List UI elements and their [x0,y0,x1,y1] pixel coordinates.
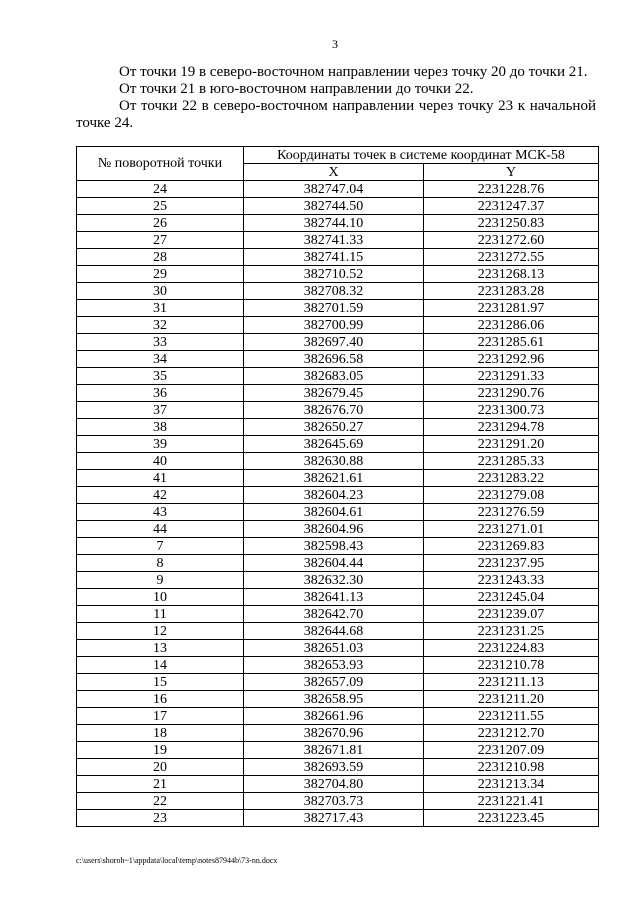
cell-point-number: 24 [77,181,244,198]
table-row [77,232,599,249]
cell-y: 2231285.33 [424,453,599,470]
cell-x: 382693.59 [244,759,424,776]
cell-x: 382710.52 [244,266,424,283]
table-row [77,283,599,300]
cell-y: 2231211.13 [424,674,599,691]
cell-point-number: 13 [77,640,244,657]
cell-x: 382670.96 [244,725,424,742]
cell-y: 2231286.06 [424,317,599,334]
cell-y: 2231210.98 [424,759,599,776]
header-coordinates: Координаты точек в системе координат МСК-58 [244,147,599,164]
table-row [77,351,599,368]
cell-y: 2231211.20 [424,691,599,708]
cell-y: 2231300.73 [424,402,599,419]
cell-x: 382700.99 [244,317,424,334]
cell-x: 382645.69 [244,436,424,453]
cell-y: 2231231.25 [424,623,599,640]
cell-point-number: 21 [77,776,244,793]
cell-point-number: 7 [77,538,244,555]
cell-point-number: 33 [77,334,244,351]
table-row [77,198,599,215]
cell-x: 382604.44 [244,555,424,572]
table-row [77,521,599,538]
table-row [77,470,599,487]
cell-point-number: 36 [77,385,244,402]
table-row [77,708,599,725]
cell-y: 2231281.97 [424,300,599,317]
cell-point-number: 25 [77,198,244,215]
table-row [77,300,599,317]
table-row [77,385,599,402]
cell-point-number: 39 [77,436,244,453]
cell-x: 382744.50 [244,198,424,215]
cell-y: 2231228.76 [424,181,599,198]
table-row [77,606,599,623]
cell-point-number: 10 [77,589,244,606]
cell-point-number: 11 [77,606,244,623]
footer-file-path: c:\users\shoroh~1\appdata\local\temp\notes87944b\73-nn.docx [76,856,278,865]
cell-x: 382671.81 [244,742,424,759]
table-row [77,538,599,555]
cell-y: 2231224.83 [424,640,599,657]
cell-x: 382632.30 [244,572,424,589]
header-point-number: № поворотной точки [77,147,244,181]
coordinates-table [76,146,599,827]
cell-point-number: 40 [77,453,244,470]
cell-point-number: 27 [77,232,244,249]
cell-y: 2231292.96 [424,351,599,368]
table-row [77,181,599,198]
table-row [77,759,599,776]
cell-point-number: 20 [77,759,244,776]
cell-point-number: 37 [77,402,244,419]
cell-x: 382704.80 [244,776,424,793]
cell-y: 2231291.20 [424,436,599,453]
page-number: 3 [332,37,338,51]
cell-x: 382697.40 [244,334,424,351]
cell-y: 2231269.83 [424,538,599,555]
cell-x: 382676.70 [244,402,424,419]
cell-y: 2231250.83 [424,215,599,232]
cell-y: 2231283.28 [424,283,599,300]
paragraph-3: От точки 22 в северо-восточном направлении через точку 23 к начальной точке 24. [76,98,596,131]
cell-x: 382703.73 [244,793,424,810]
cell-point-number: 17 [77,708,244,725]
cell-x: 382747.04 [244,181,424,198]
table-row [77,555,599,572]
cell-y: 2231247.37 [424,198,599,215]
cell-y: 2231243.33 [424,572,599,589]
cell-point-number: 23 [77,810,244,827]
table-row [77,691,599,708]
cell-point-number: 9 [77,572,244,589]
cell-x: 382604.96 [244,521,424,538]
cell-y: 2231207.09 [424,742,599,759]
cell-point-number: 16 [77,691,244,708]
cell-point-number: 18 [77,725,244,742]
cell-y: 2231223.45 [424,810,599,827]
cell-point-number: 29 [77,266,244,283]
table-row [77,742,599,759]
cell-x: 382604.61 [244,504,424,521]
cell-point-number: 42 [77,487,244,504]
table-row [77,657,599,674]
table-row [77,725,599,742]
cell-x: 382744.10 [244,215,424,232]
header-x: X [244,164,424,181]
paragraph-2: От точки 21 в юго-восточном направлении до точки 22. [119,81,474,97]
cell-x: 382658.95 [244,691,424,708]
cell-point-number: 34 [77,351,244,368]
cell-y: 2231237.95 [424,555,599,572]
cell-x: 382598.43 [244,538,424,555]
cell-y: 2231283.22 [424,470,599,487]
cell-x: 382642.70 [244,606,424,623]
table-row [77,623,599,640]
table-row [77,453,599,470]
cell-point-number: 12 [77,623,244,640]
cell-x: 382657.09 [244,674,424,691]
cell-y: 2231213.34 [424,776,599,793]
cell-point-number: 44 [77,521,244,538]
cell-x: 382683.05 [244,368,424,385]
table-row [77,249,599,266]
table-row [77,640,599,657]
cell-x: 382696.58 [244,351,424,368]
cell-y: 2231212.70 [424,725,599,742]
cell-y: 2231272.60 [424,232,599,249]
cell-x: 382679.45 [244,385,424,402]
cell-y: 2231272.55 [424,249,599,266]
cell-x: 382701.59 [244,300,424,317]
cell-y: 2231285.61 [424,334,599,351]
table-row [77,589,599,606]
cell-y: 2231294.78 [424,419,599,436]
cell-x: 382650.27 [244,419,424,436]
cell-point-number: 8 [77,555,244,572]
cell-y: 2231276.59 [424,504,599,521]
cell-x: 382630.88 [244,453,424,470]
table-row [77,419,599,436]
table-row [77,317,599,334]
table-row [77,504,599,521]
table-header-row [77,147,599,164]
cell-point-number: 30 [77,283,244,300]
cell-x: 382741.15 [244,249,424,266]
cell-y: 2231268.13 [424,266,599,283]
paragraph-1: От точки 19 в северо-восточном направлении через точку 20 до точки 21. [119,64,588,80]
table-row [77,334,599,351]
cell-point-number: 14 [77,657,244,674]
cell-point-number: 38 [77,419,244,436]
cell-x: 382717.43 [244,810,424,827]
table-row [77,572,599,589]
table-row [77,793,599,810]
table-row [77,674,599,691]
table-row [77,436,599,453]
cell-point-number: 35 [77,368,244,385]
table-row [77,266,599,283]
table-row [77,810,599,827]
cell-x: 382621.61 [244,470,424,487]
cell-point-number: 26 [77,215,244,232]
cell-x: 382653.93 [244,657,424,674]
cell-y: 2231239.07 [424,606,599,623]
cell-point-number: 22 [77,793,244,810]
cell-x: 382708.32 [244,283,424,300]
cell-point-number: 15 [77,674,244,691]
cell-y: 2231211.55 [424,708,599,725]
cell-y: 2231279.08 [424,487,599,504]
cell-y: 2231271.01 [424,521,599,538]
cell-point-number: 28 [77,249,244,266]
table-row [77,215,599,232]
table-row [77,487,599,504]
cell-x: 382641.13 [244,589,424,606]
cell-y: 2231245.04 [424,589,599,606]
cell-x: 382661.96 [244,708,424,725]
cell-point-number: 32 [77,317,244,334]
cell-y: 2231210.78 [424,657,599,674]
cell-y: 2231291.33 [424,368,599,385]
table-row [77,368,599,385]
table-body [77,181,599,827]
header-y: Y [424,164,599,181]
cell-x: 382651.03 [244,640,424,657]
cell-x: 382741.33 [244,232,424,249]
cell-x: 382644.68 [244,623,424,640]
cell-x: 382604.23 [244,487,424,504]
cell-point-number: 43 [77,504,244,521]
cell-y: 2231221.41 [424,793,599,810]
cell-point-number: 19 [77,742,244,759]
table-row [77,776,599,793]
cell-y: 2231290.76 [424,385,599,402]
table-row [77,402,599,419]
cell-point-number: 41 [77,470,244,487]
cell-point-number: 31 [77,300,244,317]
